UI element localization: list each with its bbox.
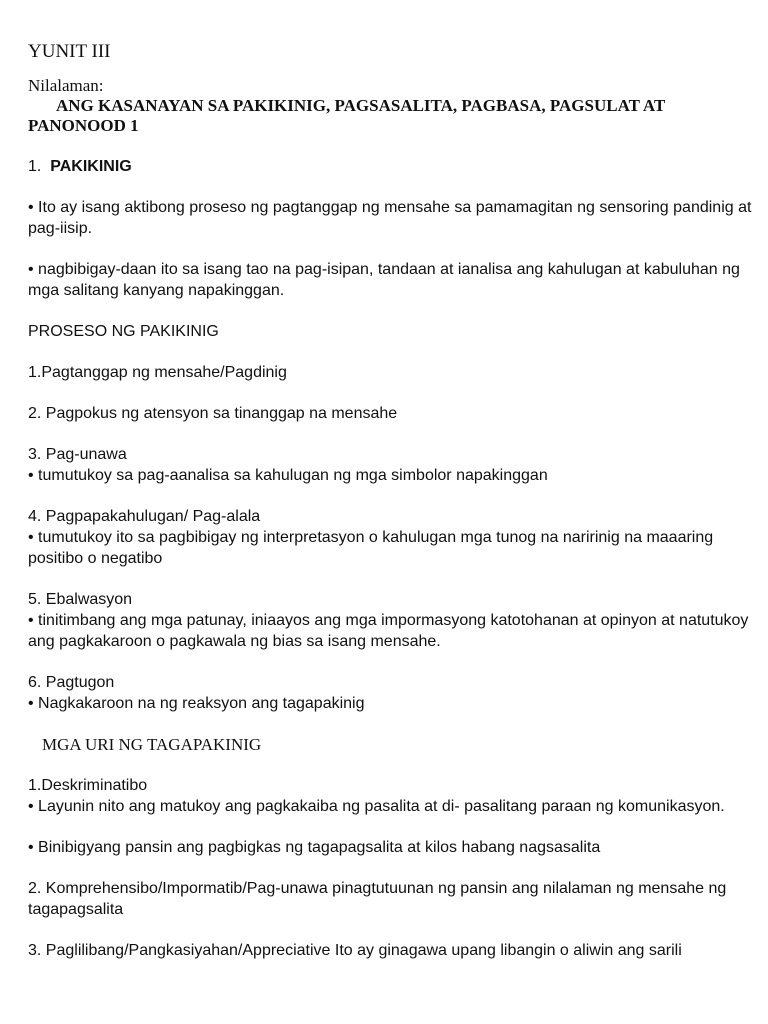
- section-heading-text: PAKIKINIG: [50, 158, 132, 175]
- uri-heading: MGA URI NG TAGAPAKINIG: [42, 735, 262, 754]
- document-page: [28, 40, 753, 961]
- proseso-step-4-bullet: • tumutukoy ito sa pagbibigay ng interpretasyon o kahulugan mga tunog na naririnig na maaaring positibo o negatibo: [28, 529, 714, 567]
- proseso-step-5: 5. Ebalwasyon: [28, 591, 133, 608]
- section-pakikinig-heading: [28, 156, 753, 177]
- uri-type-1-bullet-1: • Layunin nito ang matukoy ang pagkakaiba ng pasalita at di- pasalitang paraan ng komunikasyon.: [28, 798, 725, 815]
- proseso-step-3: 3. Pag-unawa: [28, 446, 127, 463]
- proseso-heading: PROSESO NG PAKIKINIG: [28, 323, 219, 340]
- uri-type-1: 1.Deskriminatibo: [28, 777, 148, 794]
- uri-type-2: 2. Komprehensibo/Impormatib/Pag-unawa pinagtutuunan ng pansin ang nilalaman ng mensahe ng tagapagsalita: [28, 880, 727, 918]
- proseso-step-6-bullet: • Nagkakaroon na ng reaksyon ang tagapakinig: [28, 695, 365, 712]
- uri-type-1-bullet-2: • Binibigyang pansin ang pagbigkas ng tagapagsalita at kilos habang nagsasalita: [28, 839, 601, 856]
- pakikinig-bullet-2: • nagbibigay-daan ito sa isang tao na pag-isipan, tandaan at ianalisa ang kahulugan at kabuluhan ng mga salitang kanyang napakinggan.: [28, 261, 740, 299]
- section-number: 1.: [28, 158, 42, 175]
- proseso-step-1: 1.Pagtanggap ng mensahe/Pagdinig: [28, 364, 287, 381]
- proseso-step-5-bullet: • tinitimbang ang mga patunay, iniaayos ang mga impormasyong katotohanan at opinyon at natutukoy ang pagkakaroon o pagkawala ng bias sa isang mensahe.: [28, 612, 749, 650]
- proseso-step-6: 6. Pagtugon: [28, 674, 115, 691]
- document-title: ANG KASANAYAN SA PAKIKINIG, PAGSASALITA, PAGBASA, PAGSULAT AT PANONOOD 1: [28, 96, 665, 135]
- nilalaman-label: Nilalaman:: [28, 76, 104, 95]
- pakikinig-bullet-1: • Ito ay isang aktibong proseso ng pagtanggap ng mensahe sa pamamagitan ng sensoring pandinig at pag-iisip.: [28, 199, 752, 237]
- proseso-step-4: 4. Pagpapakahulugan/ Pag-alala: [28, 508, 261, 525]
- unit-title: YUNIT III: [28, 41, 111, 62]
- proseso-step-3-bullet: • tumutukoy sa pag-aanalisa sa kahulugan ng mga simbolor napakinggan: [28, 467, 548, 484]
- uri-type-3: 3. Paglilibang/Pangkasiyahan/Appreciative Ito ay ginagawa upang libangin o aliwin ang sarili: [28, 942, 682, 959]
- proseso-step-2: 2. Pagpokus ng atensyon sa tinanggap na mensahe: [28, 405, 398, 422]
